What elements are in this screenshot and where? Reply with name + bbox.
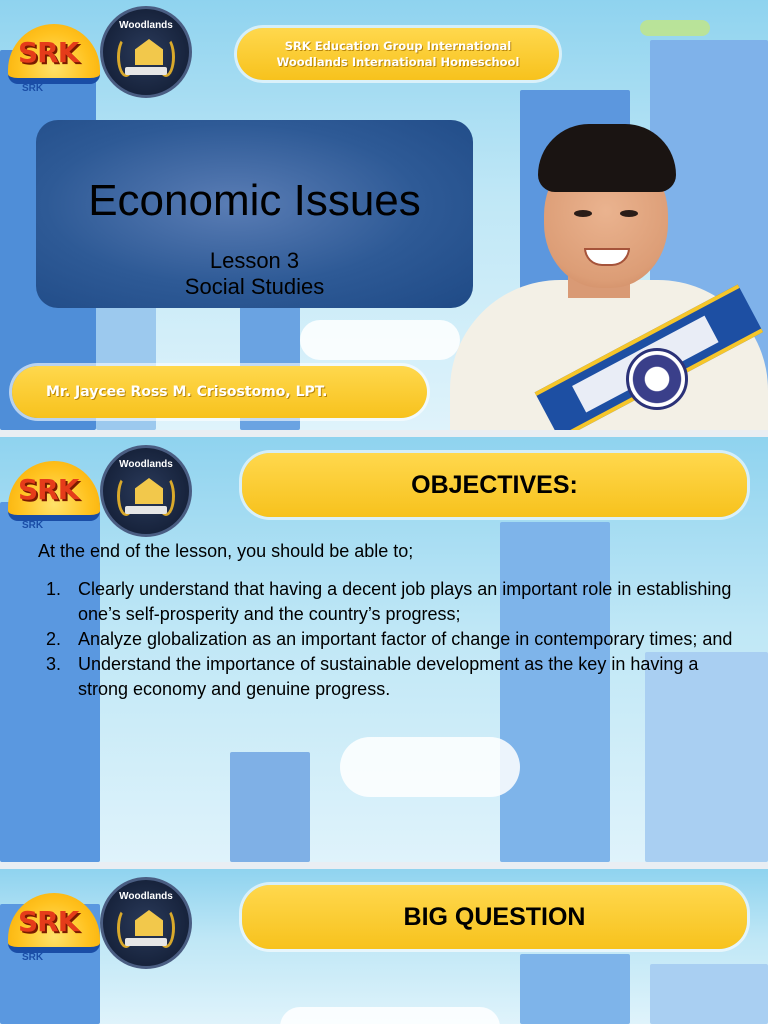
crest-banner [125,938,167,946]
srk-logo-subtext: SRK [22,520,44,531]
slide-title [0,0,768,430]
school-name-pill [237,28,559,80]
srk-logo-icon [8,461,100,531]
big-question-heading-pill [242,885,747,949]
srk-logo-text: SRK [18,905,79,938]
srk-logo-subtext: SRK [22,83,44,94]
objectives-list [46,577,736,702]
teacher-portrait [450,100,768,430]
woodlands-logo-text: Woodlands [119,20,173,31]
crest-banner [125,506,167,514]
srk-logo-icon [8,24,100,94]
portrait-hair [538,124,676,192]
list-item-number: 3. [46,654,62,674]
page-title: Economic Issues [88,176,421,225]
list-item-number: 1. [46,579,62,599]
school-line-2: Woodlands International Homeschool [276,55,520,69]
slide-objectives [0,437,768,862]
cloud [340,737,520,797]
title-card [36,120,473,308]
list-item-text: Understand the importance of sustainable development as the key in having a strong economy and genuine progress. [78,654,699,699]
teacher-name-pill [12,366,427,418]
building-bg [520,954,630,1024]
university-seal-icon [626,348,688,410]
lesson-number: Lesson 3 [209,248,300,273]
building-bg [230,752,310,862]
building-bg [650,964,768,1024]
srk-logo-icon [8,893,100,963]
srk-logo-subtext: SRK [22,952,44,963]
list-item-number: 2. [46,629,62,649]
woodlands-logo-text: Woodlands [119,891,173,902]
list-item-text: Analyze globalization as an important factor of change in contemporary times; and [78,629,733,649]
portrait-eye [620,210,638,217]
school-line-1: SRK Education Group International [284,39,512,53]
woodlands-logo-text: Woodlands [119,459,173,470]
cloud [280,1007,500,1024]
cloud [300,320,460,360]
objectives-heading-pill [242,453,747,517]
crest-banner [125,67,167,75]
portrait-eye [574,210,592,217]
list-item [46,577,736,627]
subject-name: Social Studies [184,274,325,299]
srk-logo-text: SRK [18,36,79,69]
slide-big-question [0,869,768,1024]
list-item [46,652,736,702]
objectives-intro: At the end of the lesson, you should be able to; [38,541,414,561]
cloud [640,20,710,36]
big-question-heading: BIG QUESTION [403,902,586,931]
list-item [46,627,736,652]
woodlands-crest-icon [100,6,192,98]
objectives-heading: OBJECTIVES: [411,470,578,499]
teacher-name: Mr. Jaycee Ross M. Crisostomo, LPT. [46,384,328,400]
woodlands-crest-icon [100,445,192,537]
list-item-text: Clearly understand that having a decent job plays an important role in establishing one’s self-prosperity and the country’s progress; [78,579,732,624]
woodlands-crest-icon [100,877,192,969]
srk-logo-text: SRK [18,473,79,506]
